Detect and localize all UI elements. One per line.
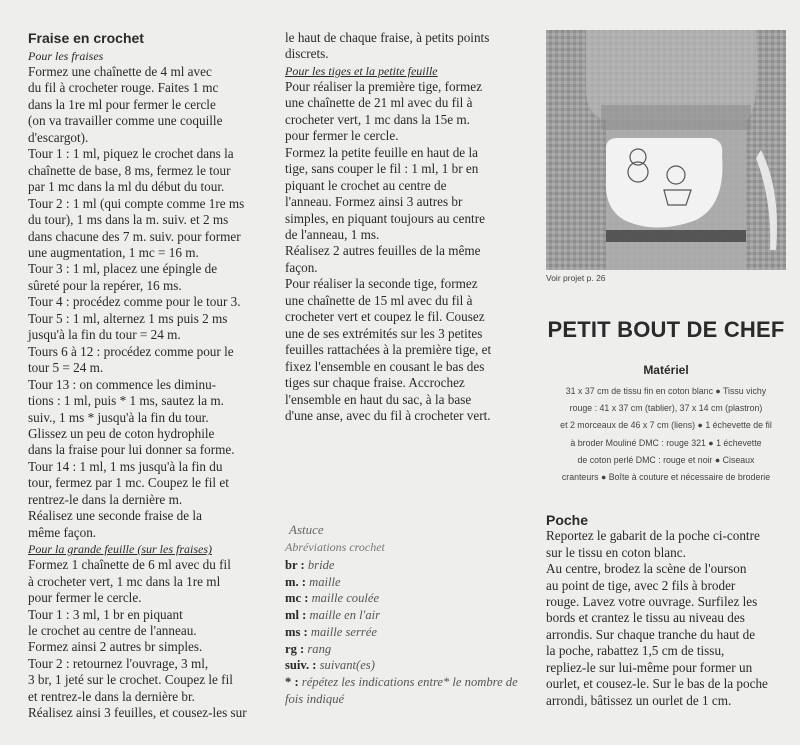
- abbreviation-row: [285, 674, 535, 691]
- text-line: tour, fermez par 1 mc. Coupez le fil et: [28, 475, 229, 491]
- abbreviation-meaning: maille: [305, 574, 341, 589]
- photo-caption: Voir projet p. 26: [546, 273, 606, 283]
- text-line: discrets.: [285, 46, 329, 62]
- project-title: PETIT BOUT DE CHEF: [547, 317, 785, 342]
- abbreviations-list: [285, 557, 535, 707]
- apron-photo: [546, 30, 786, 270]
- text-line: à crocheter vert, 1 mc dans la 1re ml: [28, 573, 221, 589]
- text-line: 3 br, 1 jeté sur le crochet. Coupez le fil: [28, 672, 233, 688]
- text-line: l'anneau. Formez ainsi 3 autres br: [285, 194, 463, 210]
- abbreviation-key: mc :: [285, 591, 309, 606]
- text-block-poche: [546, 528, 786, 709]
- text-line: Tour 13 : on commence les diminu-: [28, 376, 217, 392]
- text-line: simples, en piquant toujours au centre: [285, 210, 485, 226]
- column-middle: [285, 30, 525, 424]
- text-line: feuilles rattachées à la première tige, et: [285, 342, 492, 358]
- text-block-fraise: [28, 64, 276, 541]
- text-line: Tour 2 : 1 ml (qui compte comme 1re ms: [28, 195, 245, 211]
- text-line: repliez-le sur lui-même pour former un: [546, 659, 753, 675]
- text-line: arrondi, bâtissez un ourlet de 1 cm.: [546, 692, 732, 708]
- abbreviation-meaning: maille serrée: [307, 624, 377, 639]
- abbreviation-row: [285, 590, 535, 607]
- text-line: (on va travailler comme une coquille: [28, 113, 223, 129]
- text-line: et rentrez-le dans la dernière br.: [28, 688, 195, 704]
- text-line: Réalisez une seconde fraise de la: [28, 508, 202, 524]
- text-line: même façon.: [28, 524, 97, 540]
- text-line: tige, sans couper le fil : 1 ml, 1 br en: [285, 161, 479, 177]
- text-line: Tour 3 : 1 ml, placez une épingle de: [28, 261, 218, 277]
- text-line: tour 5 = 24 m.: [28, 360, 104, 376]
- text-line: du tour), 1 ms dans la m. suiv. et 2 ms: [28, 212, 229, 228]
- text-line: par 1 mc dans la ml du début du tour.: [28, 179, 225, 195]
- subheading-grande-feuille: Pour la grande feuille (sur les fraises): [28, 542, 212, 557]
- abbreviation-meaning: fois indiqué: [285, 691, 345, 706]
- text-block-tiges: [285, 79, 525, 425]
- text-line: suiv., 1 ms * jusqu'à la fin du tour.: [28, 409, 209, 425]
- text-line: rentrez-le dans la dernière m.: [28, 491, 183, 507]
- text-line: Glissez un peu de coton hydrophile: [28, 425, 215, 441]
- text-line: chaînette de base, 8 ms, fermez le tour: [28, 162, 231, 178]
- materiel-line: cranteurs ● Boîte à couture et nécessaire de broderie: [561, 472, 771, 483]
- text-line: dans chacune des 7 m. suiv. pour former: [28, 228, 241, 244]
- materiel-line: et 2 morceaux de 46 x 7 cm (liens) ● 1 échevette de fil: [560, 420, 772, 431]
- text-line: crocheter vert, 1 mc dans la 15e m.: [285, 111, 470, 127]
- materiel-line: de coton perlé DMC : rouge et noir ● Ciseaux: [577, 454, 755, 465]
- materiel-line: 31 x 37 cm de tissu fin en coton blanc ● Tissu vichy: [565, 386, 767, 396]
- abbreviation-key: * :: [285, 674, 299, 689]
- abbreviation-row: [285, 607, 535, 624]
- text-line: piquant le crochet au centre de: [285, 177, 447, 193]
- text-line: une de ses extrémités sur les 3 petites: [285, 325, 483, 341]
- abbreviation-meaning: suivant(es): [316, 658, 375, 673]
- text-line: dans la fraise pour lui donner sa forme.: [28, 442, 235, 458]
- abbreviation-row: [285, 691, 535, 708]
- subheading-fraises: Pour les fraises: [28, 49, 104, 63]
- text-line: fixez l'ensemble en cousant le bas des: [285, 358, 485, 374]
- abbreviation-row: [285, 624, 535, 641]
- text-line: la poche, rabattez 1,5 cm de tissu,: [546, 643, 725, 659]
- astuce-signature: Astuce: [289, 522, 324, 537]
- text-line: Tour 14 : 1 ml, 1 ms jusqu'à la fin du: [28, 458, 223, 474]
- column-right: [546, 30, 786, 709]
- materiel-line: à broder Mouliné DMC : rouge 321 ● 1 échevette: [570, 437, 762, 448]
- text-line: d'escargot).: [28, 129, 89, 145]
- text-line: Au centre, brodez la scène de l'ourson: [546, 561, 747, 577]
- text-line: d'une anse, avec du fil à crocheter vert.: [285, 407, 491, 423]
- abbreviation-meaning: maille en l'air: [306, 608, 381, 623]
- subheading-tiges: Pour les tiges et la petite feuille: [285, 63, 438, 78]
- text-line: Formez une chaînette de 4 ml avec: [28, 64, 212, 79]
- apron-illustration-icon: [546, 30, 786, 270]
- heading-fraise: Fraise en crochet: [28, 30, 144, 46]
- abbreviation-row: [285, 641, 535, 658]
- abbreviation-key: ml :: [285, 608, 307, 623]
- text-line: tions : 1 ml, puis * 1 ms, sautez la m.: [28, 393, 224, 409]
- text-line: sûreté pour la repérer, 16 ms.: [28, 277, 182, 293]
- text-line: Tours 6 à 12 : procédez comme pour le: [28, 343, 234, 359]
- text-line: Reportez le gabarit de la poche ci-contre: [546, 528, 760, 544]
- text-line: Tour 1 : 1 ml, piquez le crochet dans la: [28, 146, 234, 162]
- text-line: dans la 1re ml pour fermer le cercle: [28, 96, 216, 112]
- text-line: Tour 1 : 3 ml, 1 br en piquant: [28, 606, 183, 622]
- abbreviation-meaning: répétez les indications entre* le nombre de: [298, 674, 518, 689]
- text-line: crocheter vert et coupez le fil. Cousez: [285, 309, 485, 325]
- abbreviation-meaning: bride: [304, 558, 335, 572]
- abbreviation-meaning: maille coulée: [308, 591, 380, 606]
- text-line: Tour 2 : retournez l'ouvrage, 3 ml,: [28, 655, 209, 671]
- text-line: Pour réaliser la seconde tige, formez: [285, 276, 478, 292]
- abbreviation-key: suiv. :: [285, 658, 317, 673]
- materiel-list: [546, 383, 786, 486]
- text-line: le crochet au centre de l'anneau.: [28, 622, 197, 638]
- text-line: bords et crantez le tissu au niveau des: [546, 610, 745, 626]
- abbreviation-key: ms :: [285, 624, 308, 639]
- text-line: Pour réaliser la première tige, formez: [285, 78, 482, 94]
- text-line: l'ensemble en haut du sac, à la base: [285, 391, 472, 407]
- text-line: Formez ainsi 2 autres br simples.: [28, 639, 203, 655]
- text-line: du fil à crocheter rouge. Faites 1 mc: [28, 80, 219, 96]
- abbreviation-meaning: rang: [304, 641, 332, 656]
- text-line: rouge. Lavez votre ouvrage. Surfilez les: [546, 594, 758, 610]
- text-line: pour fermer le cercle.: [285, 128, 399, 144]
- abbreviation-key: br :: [285, 558, 305, 572]
- abbreviation-row: [285, 574, 535, 591]
- text-line: le haut de chaque fraise, à petits points: [285, 30, 490, 45]
- text-line: pour fermer le cercle.: [28, 590, 142, 606]
- text-line: une chaînette de 21 ml avec du fil à: [285, 95, 473, 111]
- text-line: une augmentation, 1 mc = 16 m.: [28, 244, 199, 260]
- text-line: au point de tige, avec 2 fils à broder: [546, 577, 736, 593]
- text-line: Tour 5 : 1 ml, alternez 1 ms puis 2 ms: [28, 310, 228, 326]
- materiel-line: rouge : 41 x 37 cm (tablier), 37 x 14 cm (plastron): [569, 403, 763, 414]
- abbreviation-key: m. :: [285, 574, 306, 589]
- text-line: arrondis. Sur chaque tranche du haut de: [546, 626, 756, 642]
- text-line: une chaînette de 15 ml avec du fil à: [285, 292, 473, 308]
- text-line: Tour 4 : procédez comme pour le tour 3.: [28, 294, 241, 310]
- text-line: Formez la petite feuille en haut de la: [285, 144, 478, 160]
- text-line: façon.: [285, 259, 318, 275]
- poche-heading: Poche: [546, 512, 589, 529]
- text-line: Réalisez ainsi 3 feuilles, et cousez-les sur: [28, 705, 247, 721]
- text-block-grande-feuille: [28, 557, 276, 722]
- abbreviation-key: rg :: [285, 641, 305, 656]
- text-line: de l'anneau, 1 ms.: [285, 226, 380, 242]
- text-line: Formez 1 chaînette de 6 ml avec du fil: [28, 557, 231, 573]
- text-line: jusqu'à la fin du tour = 24 m.: [28, 327, 181, 343]
- abbreviation-row: [285, 557, 535, 574]
- column-left: [28, 30, 276, 722]
- text-line: Réalisez 2 autres feuilles de la même: [285, 243, 481, 259]
- materiel-heading: Matériel: [643, 363, 689, 377]
- abbreviations-title: Abréviations crochet: [285, 540, 385, 554]
- text-line: ourlet, et cousez-le. Sur le bas de la poche: [546, 676, 768, 692]
- text-line: tiges sur chaque fraise. Accrochez: [285, 375, 465, 391]
- abbreviation-row: [285, 657, 535, 674]
- text-line: sur le tissu en coton blanc.: [546, 544, 686, 560]
- text-block-continuation: [285, 30, 525, 63]
- abbreviations-box: [285, 522, 535, 707]
